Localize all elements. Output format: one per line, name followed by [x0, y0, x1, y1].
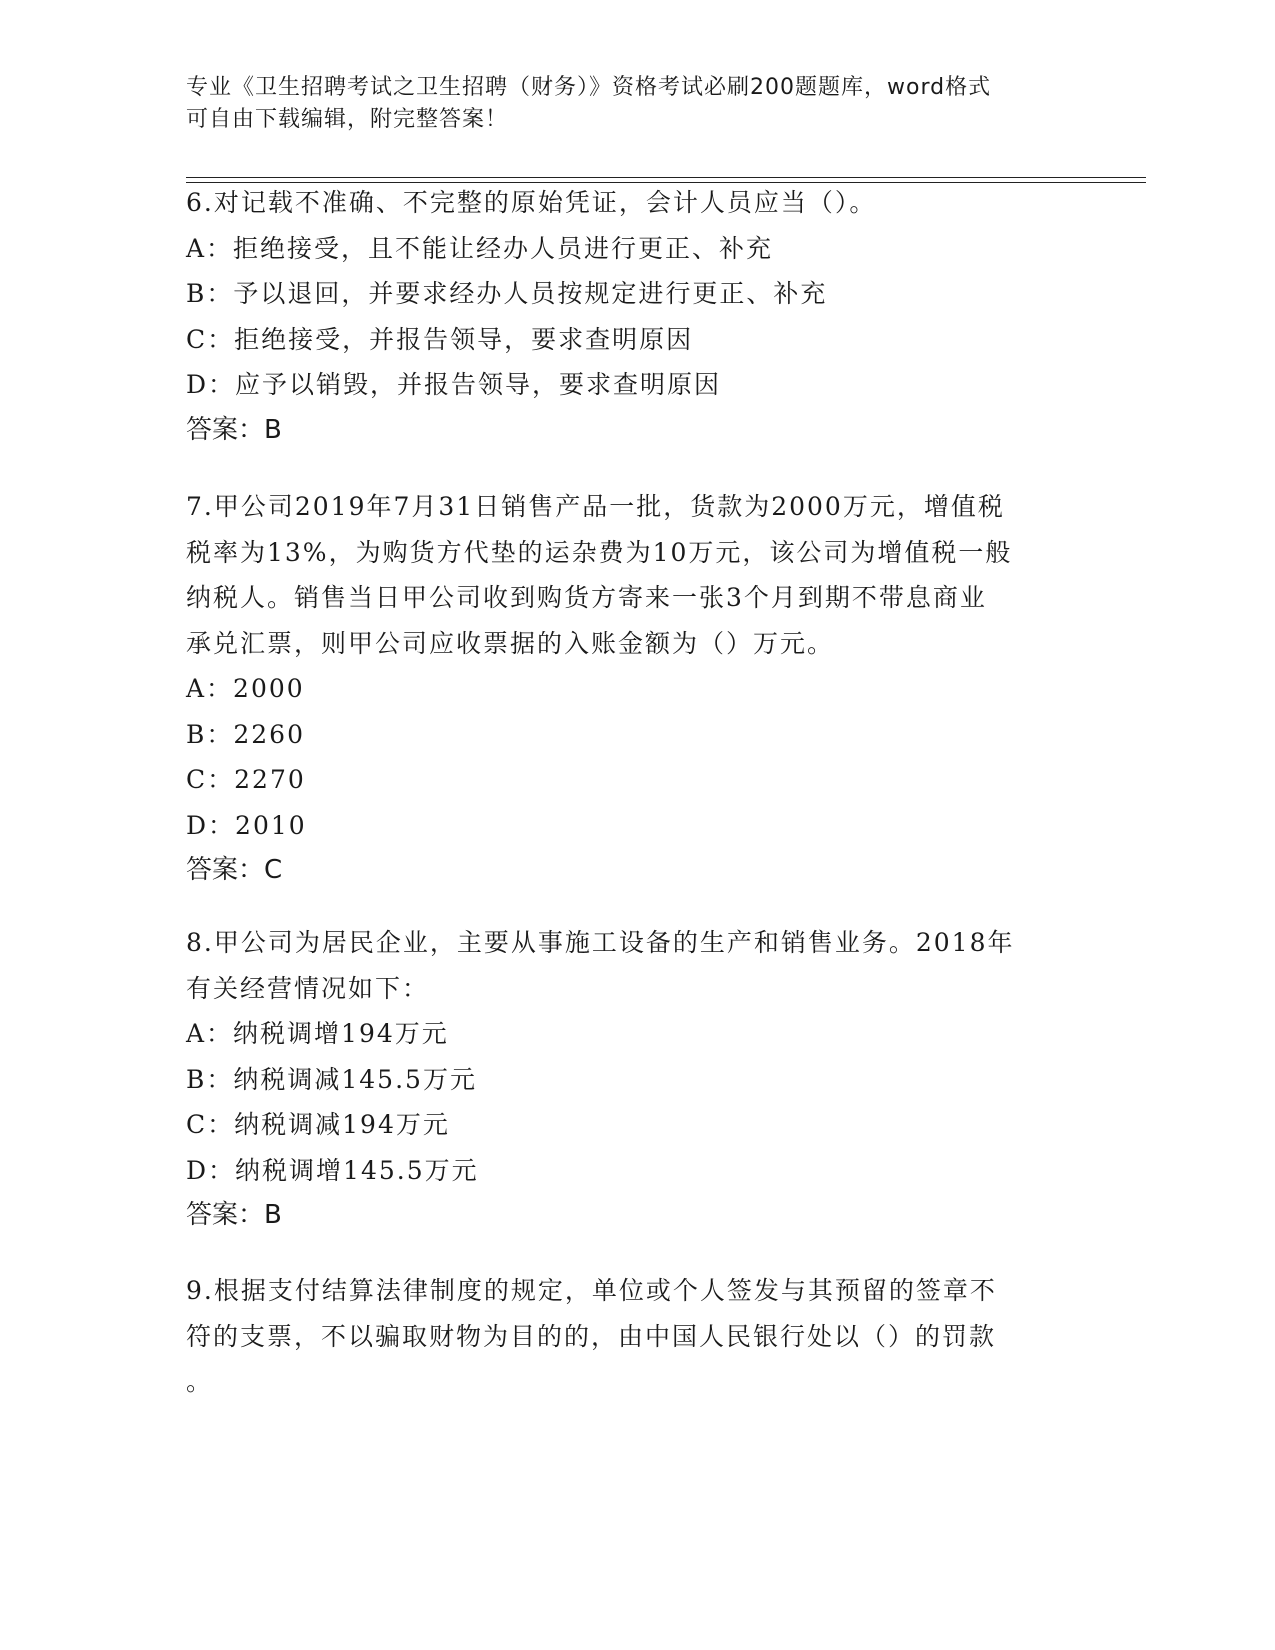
- question-stem-line: 纳税人。销售当日甲公司收到购货方寄来一张3个月到期不带息商业: [186, 583, 987, 612]
- option-b: B：予以退回，并要求经办人员按规定进行更正、补充: [186, 279, 828, 308]
- option-a: A：2000: [186, 674, 305, 703]
- answer: 答案：B: [186, 414, 282, 445]
- option-a: A：拒绝接受，且不能让经办人员进行更正、补充: [186, 233, 774, 263]
- question-stem-line: 6.对记载不准确、不完整的原始凭证，会计人员应当（）。: [186, 188, 877, 217]
- option-c: C：2270: [186, 765, 306, 794]
- option-b: B：2260: [186, 719, 305, 749]
- option-b: B：纳税调减145.5万元: [186, 1064, 477, 1094]
- question-stem-line: 税率为13%，为购货方代垫的运杂费为10万元，该公司为增值税一般: [186, 537, 1013, 567]
- question-stem-line: 8.甲公司为居民企业，主要从事施工设备的生产和销售业务。2018年: [186, 928, 1015, 957]
- answer: 答案：B: [186, 1200, 282, 1230]
- question-6: [186, 180, 1066, 453]
- question-stem-line: 承兑汇票，则甲公司应收票据的入账金额为（）万元。: [186, 628, 835, 658]
- option-c: C：纳税调减194万元: [186, 1110, 450, 1139]
- option-d: D：纳税调增145.5万元: [186, 1155, 479, 1185]
- header-line-1: 专业《卫生招聘考试之卫生招聘（财务）》资格考试必刷200题题库，word格式: [186, 75, 992, 100]
- question-stem-line: 9.根据支付结算法律制度的规定，单位或个人签发与其预留的签章不: [186, 1276, 997, 1305]
- question-stem-line: 7.甲公司2019年7月31日销售产品一批，货款为2000万元，增值税: [186, 492, 1005, 521]
- option-a: A：纳税调增194万元: [186, 1019, 449, 1048]
- header-line-2: 可自由下载编辑，附完整答案！: [186, 107, 509, 132]
- header-divider-top: [186, 177, 1146, 178]
- document-header: [186, 72, 1086, 136]
- option-c: C：拒绝接受，并报告领导，要求查明原因: [186, 324, 694, 354]
- question-stem-line: 。: [186, 1367, 214, 1396]
- question-7: [186, 484, 1066, 894]
- question-9: [186, 1268, 1066, 1405]
- answer: 答案：C: [186, 855, 283, 885]
- option-d: D：应予以销毁，并报告领导，要求查明原因: [186, 370, 722, 399]
- option-d: D：2010: [186, 810, 307, 840]
- question-8: [186, 920, 1066, 1239]
- question-stem-line: 有关经营情况如下：: [186, 973, 430, 1003]
- question-stem-line: 符的支票，不以骗取财物为目的的，由中国人民银行处以（）的罚款: [186, 1321, 997, 1351]
